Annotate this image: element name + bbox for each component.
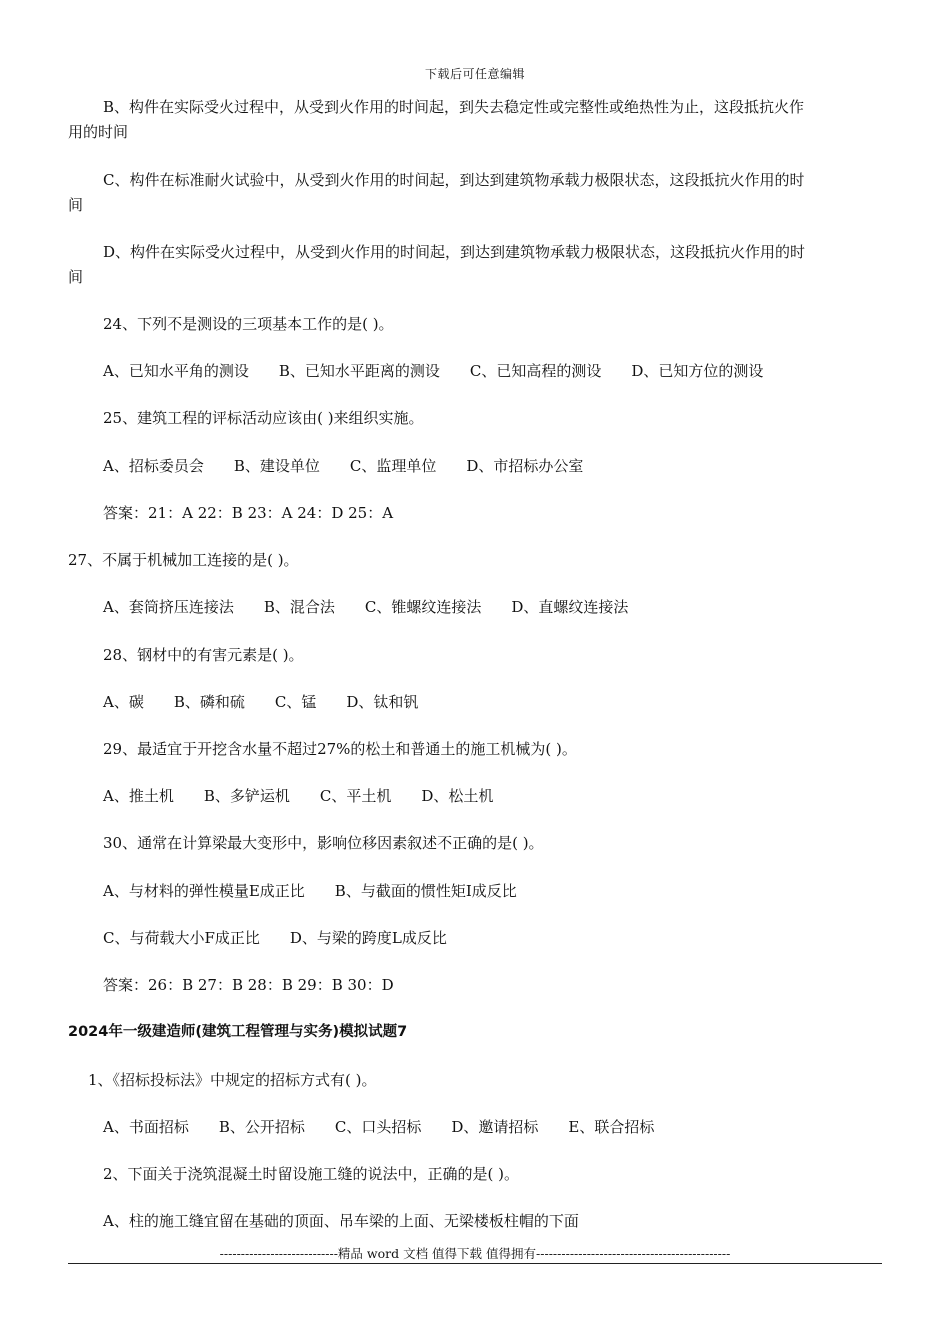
question-30: 30、通常在计算梁最大变形中，影响位移因素叙述不正确的是( )。 [103,834,544,852]
option-text: D、松土机 [421,787,494,805]
question-25: 25、建筑工程的评标活动应该由( )来组织实施。 [103,409,424,427]
option-text: B、多铲运机 [203,787,290,805]
question-27-options [103,597,658,617]
option-text: D、与梁的跨度L成反比 [289,929,447,947]
option-text: A、招标委员会 [103,457,204,475]
option-text: B、与截面的惯性矩I成反比 [334,882,517,900]
option-text: A、推土机 [103,787,174,805]
option-text: D、直螺纹连接法 [511,598,629,616]
option-text: D、钛和钒 [346,693,419,711]
option-text: A、套筒挤压连接法 [103,598,234,616]
option-text: B、混合法 [263,598,335,616]
option-b-line-2: 用的时间 [68,123,129,141]
page-footer: ----------------------------精品 word 文档 值得下载 值得拥有---------------------------------------------- [219,1246,731,1261]
option-text: B、已知水平距离的测设 [278,362,440,380]
question-30-options-row-2 [103,928,477,948]
option-text: C、口头招标 [334,1118,422,1136]
option-text: D、已知方位的测设 [631,362,764,380]
option-text: A、与材料的弹性模量E成正比 [103,882,305,900]
option-text: B、磷和硫 [173,693,245,711]
option-text: A、书面招标 [103,1118,189,1136]
option-b-line-1: B、构件在实际受火过程中，从受到火作用的时间起，到失去稳定性或完整性或绝热性为止，这段抵抗火作 [103,98,805,116]
answer-key-21-25: 答案：21：A 22：B 23：A 24：D 25：A [103,504,394,522]
question-28-options [103,692,448,712]
option-text: A、已知水平角的测设 [103,362,249,380]
option-text: D、邀请招标 [451,1118,539,1136]
option-text: C、平土机 [319,787,392,805]
question-1-options [103,1117,684,1137]
question-29-options [103,786,523,806]
question-2: 2、下面关于浇筑混凝土时留设施工缝的说法中，正确的是( )。 [103,1165,520,1183]
option-c-line-2: 间 [68,196,84,214]
option-text: C、监理单位 [349,457,437,475]
option-text: C、锰 [274,693,317,711]
option-text: C、与荷载大小F成正比 [103,929,260,947]
option-d-line-1: D、构件在实际受火过程中，从受到火作用的时间起，到达到建筑物承载力极限状态，这段抵抗火作用的时 [103,243,806,261]
footer-rule [68,1263,882,1264]
option-text: C、锥螺纹连接法 [364,598,482,616]
question-1: 1、《招标投标法》中规定的招标方式有( )。 [88,1071,377,1089]
option-text: E、联合招标 [568,1118,655,1136]
question-27: 27、不属于机械加工连接的是( )。 [68,551,299,569]
question-24-options [103,361,793,381]
question-29: 29、最适宜于开挖含水量不超过27%的松土和普通土的施工机械为( )。 [103,740,577,758]
option-text: D、市招标办公室 [466,457,584,475]
answer-key-26-30: 答案：26：B 27：B 28：B 29：B 30：D [103,976,394,994]
page-header: 下载后可任意编辑 [424,67,525,81]
option-c-line-1: C、构件在标准耐火试验中，从受到火作用的时间起，到达到建筑物承载力极限状态，这段抵抗火作用的时 [103,171,805,189]
option-text: B、建设单位 [233,457,320,475]
option-d-line-2: 间 [68,268,84,286]
option-text: B、公开招标 [218,1118,305,1136]
question-25-options [103,456,613,476]
question-28: 28、钢材中的有害元素是( )。 [103,646,304,664]
section-title: 2024年一级建造师(建筑工程管理与实务)模拟试题7 [68,1024,408,1040]
question-24: 24、下列不是测设的三项基本工作的是( )。 [103,315,394,333]
option-text: C、已知高程的测设 [469,362,602,380]
question-30-options-row-1 [103,881,547,901]
question-2-option-a: A、柱的施工缝宜留在基础的顶面、吊车梁的上面、无梁楼板柱帽的下面 [103,1212,579,1230]
option-text: A、碳 [103,693,144,711]
